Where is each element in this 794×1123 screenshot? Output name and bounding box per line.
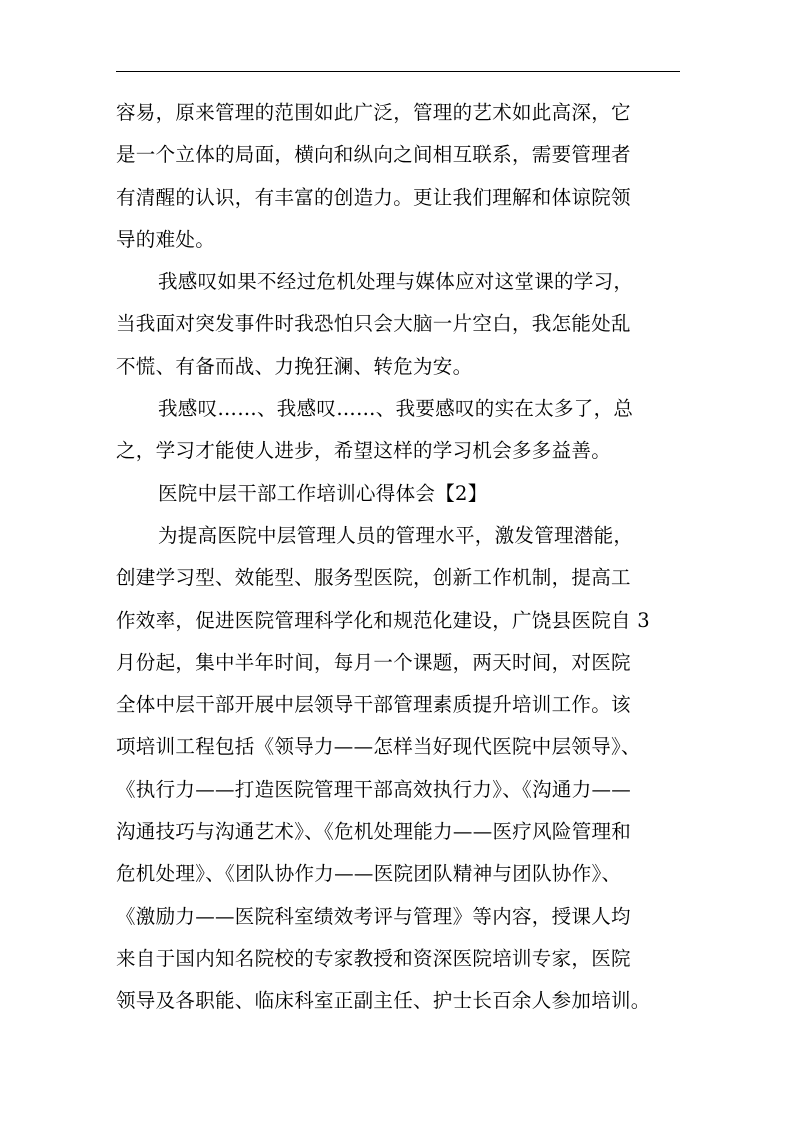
text-line: 不慌、有备而战、力挽狂澜、转危为安。: [116, 354, 473, 378]
text-line: 月份起，集中半年时间，每月一个课题，两天时间，对医院: [116, 650, 631, 674]
text-line: 来自于国内知名院校的专家教授和资深医院培训专家，医院: [116, 946, 631, 970]
text-line: 为提高医院中层管理人员的管理水平，激发管理潜能，: [158, 523, 634, 547]
header-divider: [116, 71, 680, 72]
text-line: 《执行力——打造医院管理干部高效执行力》、《沟通力——: [116, 777, 632, 801]
text-line: 我感叹……、我感叹……、我要感叹的实在太多了，总: [158, 397, 634, 421]
text-line: 之，学习才能使人进步，希望这样的学习机会多多益善。: [116, 439, 612, 463]
text-line: 领导及各职能、临床科室正副主任、护士长百余人参加培训。: [116, 989, 651, 1013]
section-heading: 医院中层干部工作培训心得体会【2】: [158, 481, 488, 505]
text-line: 导的难处。: [116, 227, 216, 251]
text-line: 项培训工程包括《领导力——怎样当好现代医院中层领导》、: [116, 735, 641, 759]
text-line: 有清醒的认识，有丰富的创造力。更让我们理解和体谅院领: [116, 185, 631, 209]
text-line: 我感叹如果不经过危机处理与媒体应对这堂课的学习，: [158, 270, 634, 294]
text-line: 创建学习型、效能型、服务型医院，创新工作机制，提高工: [116, 566, 631, 590]
text-line: 容易，原来管理的范围如此广泛，管理的艺术如此高深，它: [116, 101, 631, 124]
document-body: [116, 92, 688, 1023]
text-line: 是一个立体的局面，横向和纵向之间相互联系，需要管理者: [116, 143, 631, 167]
text-line: 沟通技巧与沟通艺术》、《危机处理能力——医疗风险管理和: [116, 820, 632, 844]
text-line: 作效率，促进医院管理科学化和规范化建设，广饶县医院自 3: [116, 608, 651, 632]
text-line: 当我面对突发事件时我恐怕只会大脑一片空白，我怎能处乱: [116, 312, 631, 336]
text-line: 全体中层干部开展中层领导干部管理素质提升培训工作。该: [116, 693, 631, 717]
text-line: 危机处理》、《团队协作力——医院团队精神与团队协作》、: [116, 862, 622, 886]
text-line: 《激励力——医院科室绩效考评与管理》等内容，授课人均: [116, 904, 631, 928]
